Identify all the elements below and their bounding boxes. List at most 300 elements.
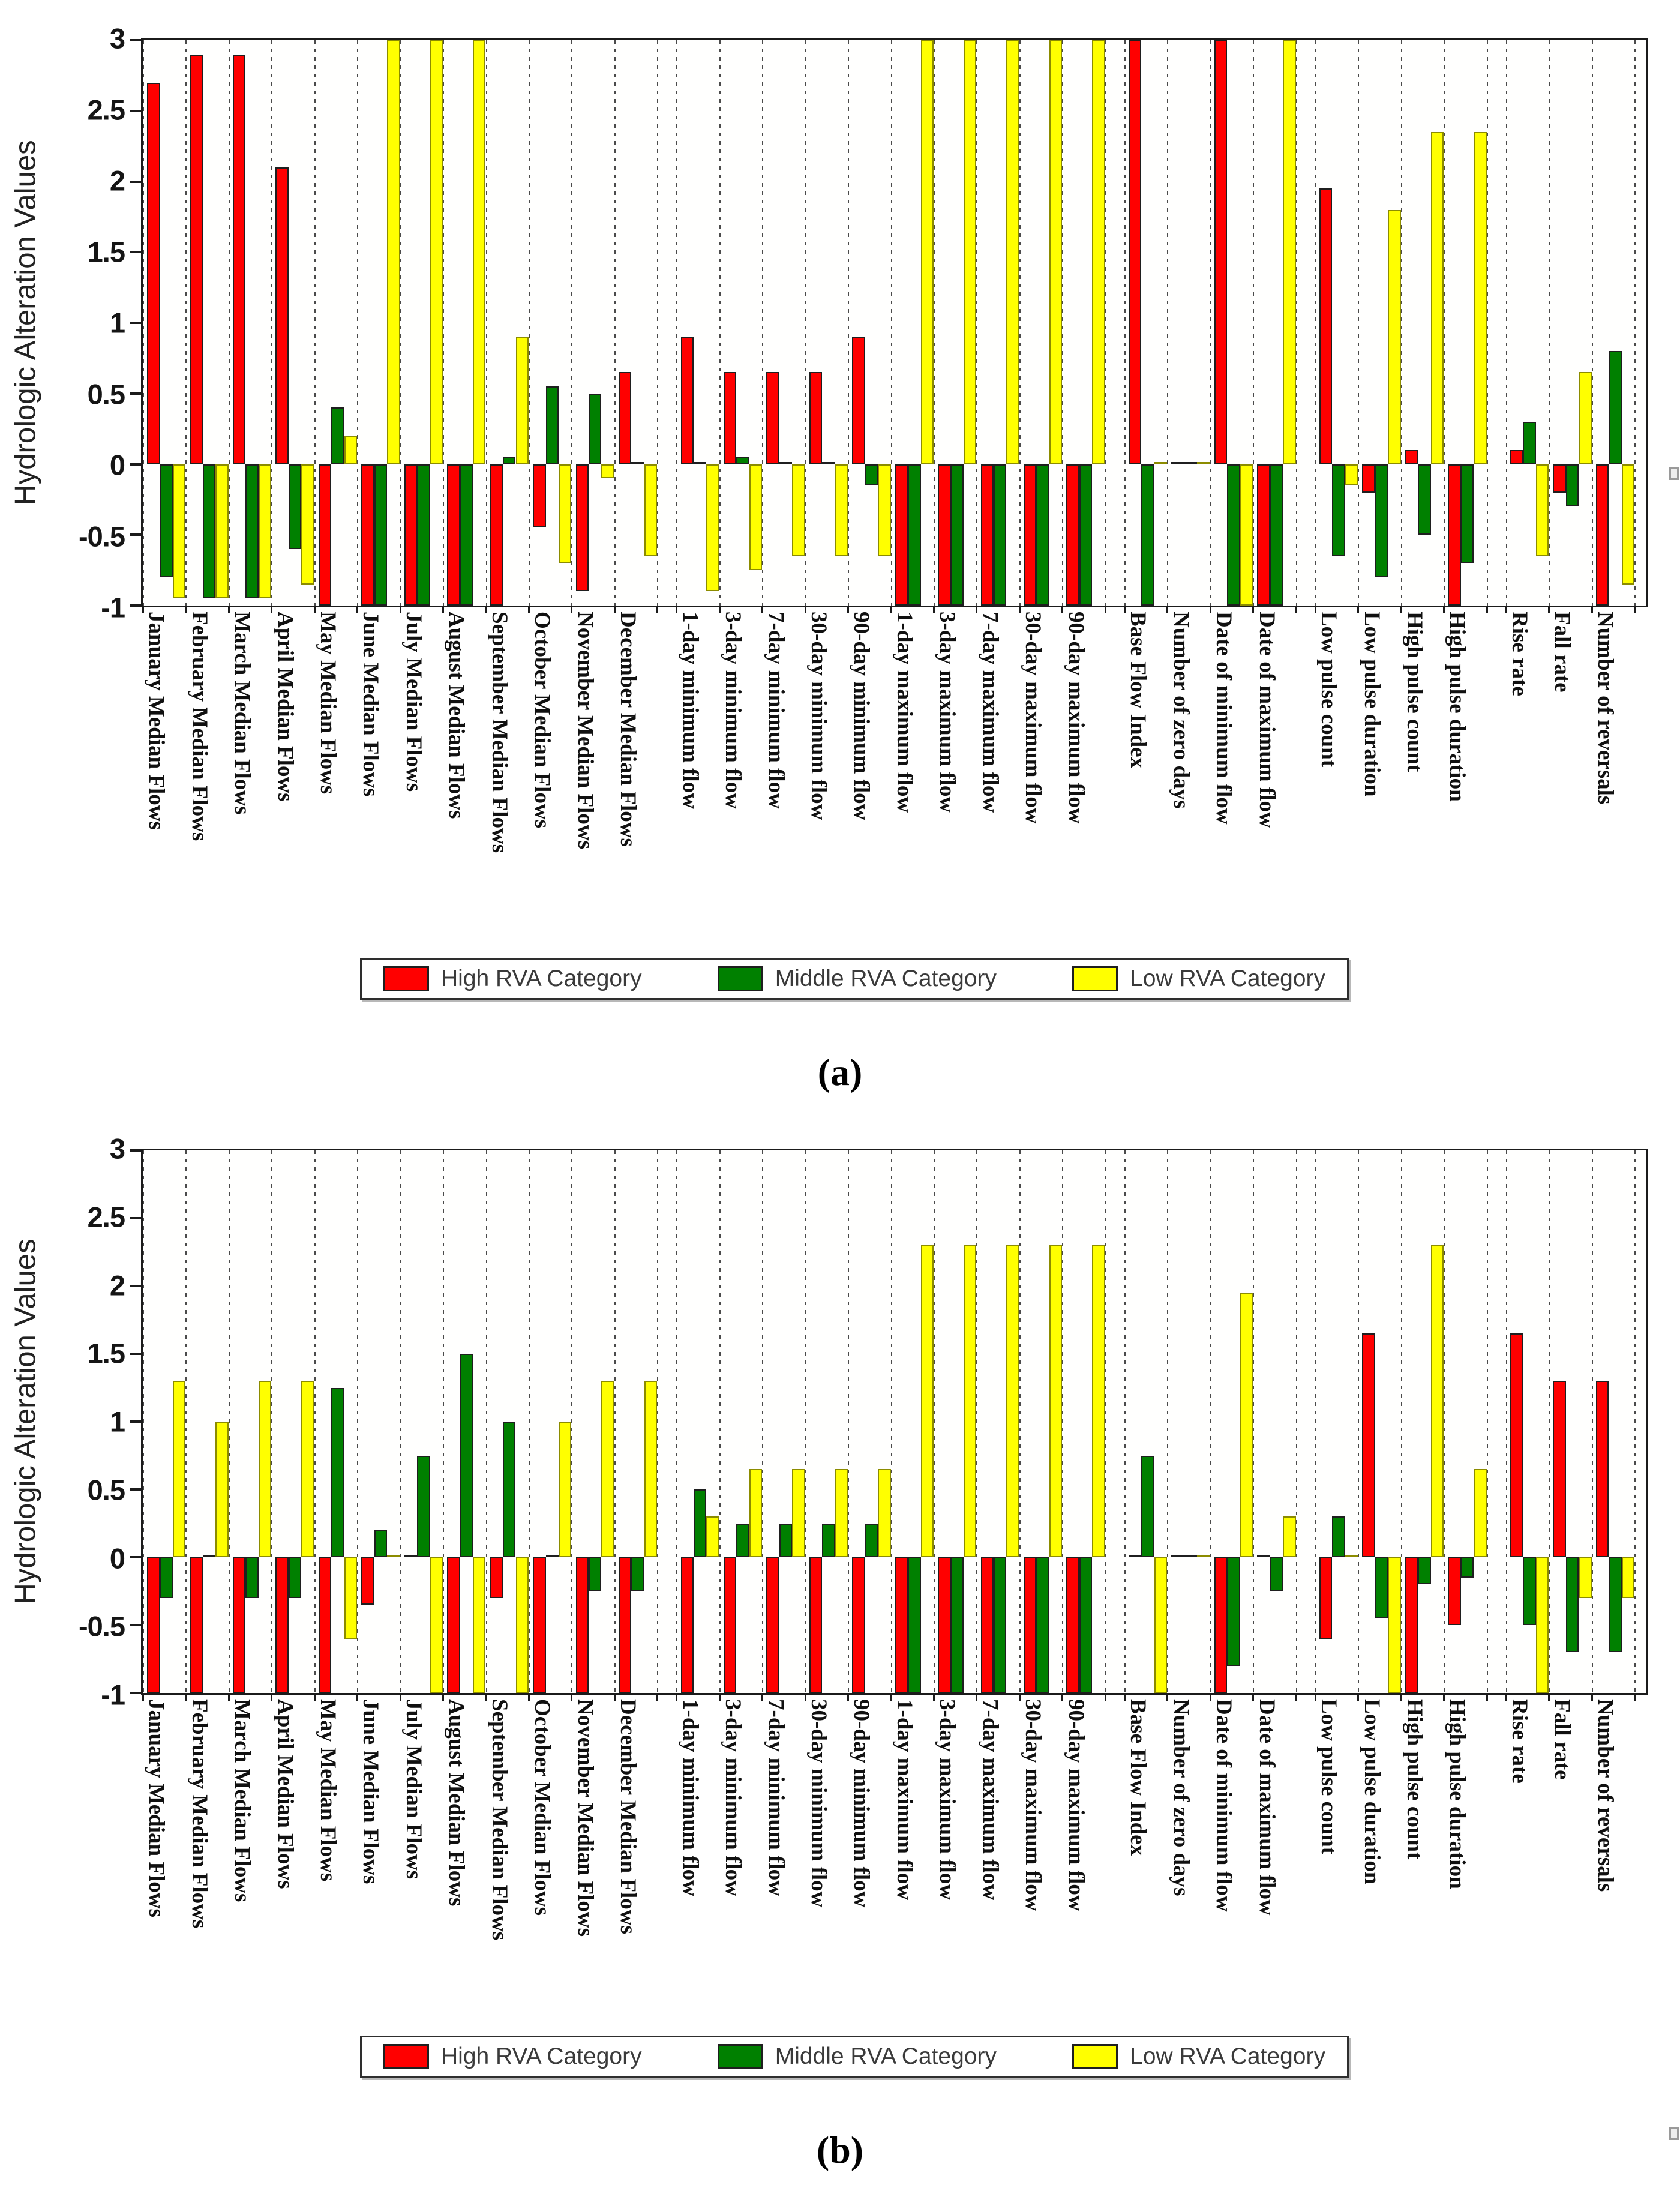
category-group (1592, 40, 1634, 805)
legend-label-low: Low RVA Category (1130, 2043, 1325, 2069)
bar-middle (203, 1555, 215, 1557)
x-category-label: High pulse duration (1445, 1699, 1470, 1889)
category-group (443, 1150, 485, 1907)
x-category-label: 1-day maximum flow (892, 612, 917, 813)
y-tick-mark (130, 1692, 143, 1694)
bar-middle (1332, 464, 1345, 556)
bar-high (809, 372, 822, 464)
x-category-label: January Median Flows (144, 612, 169, 830)
category-group (229, 1150, 271, 1902)
bar-high (1405, 1557, 1418, 1693)
x-category-label: 30-day maximum flow (1021, 612, 1046, 824)
category-group (614, 40, 657, 847)
category-group (1315, 40, 1358, 768)
bar-middle (994, 1557, 1006, 1693)
y-tick-mark (130, 39, 143, 41)
category-group (762, 40, 805, 809)
bar-low (430, 1557, 443, 1693)
bar-high (1319, 188, 1332, 464)
category-group (719, 1150, 762, 1896)
category-group (1506, 40, 1549, 696)
bar-middle (160, 1557, 173, 1598)
bar-low (749, 464, 762, 571)
x-category-label: 1-day maximum flow (892, 1699, 917, 1901)
bar-middle (1418, 464, 1430, 535)
bar-low (1431, 132, 1444, 464)
category-group (1167, 40, 1210, 809)
bar-middle (589, 1557, 601, 1591)
x-category-label: Number of reversals (1592, 612, 1618, 805)
y-tick-mark (130, 1488, 143, 1491)
legend-label-middle: Middle RVA Category (775, 2043, 997, 2069)
bar-low (215, 1422, 228, 1557)
bar-low (792, 464, 805, 556)
x-category-label: October Median Flows (530, 612, 555, 829)
bar-high (319, 464, 331, 606)
bar-middle (417, 1456, 430, 1558)
panel-a-caption: (a) (817, 1051, 863, 1093)
bar-high (895, 464, 908, 606)
category-group (185, 1150, 228, 1929)
bar-high (1171, 1555, 1184, 1557)
bar-low (1388, 210, 1400, 464)
bar-middle (160, 464, 173, 577)
category-group (529, 40, 571, 829)
category-group (1253, 1150, 1295, 1916)
bar-high (275, 167, 288, 464)
panel-b-caption: (b) (816, 2129, 864, 2171)
bar-high (1510, 1333, 1523, 1557)
category-group (614, 1150, 657, 1934)
bar-high (938, 464, 950, 606)
bar-low (1622, 1557, 1634, 1598)
category-group (1019, 40, 1062, 824)
x-category-label: High pulse duration (1445, 612, 1470, 802)
block-gap (1296, 1150, 1315, 1693)
bar-middle (1609, 351, 1621, 464)
bar-high (233, 55, 245, 464)
page-artifact (1669, 2127, 1679, 2140)
bar-high (533, 1557, 545, 1693)
x-category-label: 30-day minimum flow (806, 612, 831, 820)
category-group (143, 1150, 185, 1917)
bar-low (473, 40, 485, 464)
y-tick-mark (130, 181, 143, 183)
bar-middle (1079, 464, 1092, 606)
bar-low (1579, 372, 1591, 464)
bar-high (447, 464, 460, 606)
bar-middle (589, 394, 601, 464)
category-group (805, 40, 848, 820)
x-category-label: Date of maximum flow (1254, 612, 1279, 828)
bar-high (981, 1557, 994, 1693)
bar-high (1024, 464, 1036, 606)
x-category-label: March Median Flows (230, 1699, 255, 1902)
bar-low (1283, 40, 1295, 464)
bar-low (1197, 462, 1210, 464)
y-tick-label: 0 (109, 449, 125, 481)
bar-low (387, 1555, 400, 1557)
y-tick-mark (130, 1420, 143, 1423)
page-artifact (1669, 467, 1679, 480)
category-group (1124, 1150, 1167, 1856)
legend-label-middle: Middle RVA Category (775, 966, 997, 991)
x-category-label: July Median Flows (401, 612, 426, 792)
bar-middle (374, 464, 387, 606)
bar-middle (331, 407, 344, 464)
x-category-label: June Median Flows (358, 1699, 383, 1884)
category-group (934, 1150, 976, 1901)
block-gap (1296, 40, 1315, 606)
bar-high (619, 1557, 631, 1693)
bar-high (681, 337, 694, 464)
bar-low (1536, 1557, 1549, 1693)
category-group (1062, 40, 1105, 824)
y-tick-label: 1 (109, 1405, 125, 1438)
category-group (143, 40, 185, 830)
bar-high (852, 337, 865, 464)
bar-low (1092, 40, 1105, 464)
bar-low (215, 464, 228, 599)
block-gap (1105, 1150, 1124, 1693)
legend-label-high: High RVA Category (441, 2043, 642, 2069)
bar-high (1066, 1557, 1079, 1693)
bar-middle (951, 464, 964, 606)
legend-item-middle (718, 966, 997, 992)
bar-high (404, 464, 417, 606)
y-tick-label: 0.5 (87, 378, 125, 410)
category-group (1549, 40, 1591, 693)
bar-high (852, 1557, 865, 1693)
bar-middle (460, 1354, 473, 1557)
bar-low (792, 1469, 805, 1557)
category-group (571, 40, 614, 849)
y-tick-mark (130, 1556, 143, 1558)
category-group (1444, 40, 1486, 802)
legend-label-high: High RVA Category (441, 966, 642, 991)
bar-middle (374, 1530, 387, 1557)
bar-high (1596, 1381, 1609, 1557)
x-category-label: April Median Flows (272, 1699, 298, 1889)
bar-middle (503, 1422, 515, 1557)
bar-middle (951, 1557, 964, 1693)
y-tick-label: -1 (101, 1679, 125, 1711)
x-category-label: Low pulse duration (1359, 612, 1384, 797)
bar-high (147, 1557, 160, 1693)
bar-high (1171, 462, 1184, 464)
bar-low (559, 1422, 571, 1557)
x-category-label: December Median Flows (616, 612, 641, 847)
bar-middle (546, 1555, 559, 1557)
bar-middle (865, 464, 878, 485)
bar-low (173, 464, 185, 599)
category-group (976, 40, 1019, 813)
bar-low (473, 1557, 485, 1693)
bar-high (1553, 1381, 1565, 1557)
y-tick-mark (130, 463, 143, 466)
chart-plot-area-b (141, 1149, 1648, 1941)
category-group (1592, 1150, 1634, 1892)
bar-middle (245, 464, 258, 599)
bar-high (361, 1557, 374, 1605)
bar-low (1006, 40, 1019, 464)
bar-low (706, 464, 719, 592)
category-group (314, 40, 357, 795)
bar-middle (1375, 464, 1388, 577)
x-category-label: 3-day minimum flow (721, 612, 746, 809)
category-group (934, 40, 976, 813)
x-category-label: Fall rate (1550, 1699, 1575, 1780)
bar-low (516, 1557, 529, 1693)
bar-high (981, 464, 994, 606)
category-group (486, 40, 529, 853)
bar-middle (822, 1524, 835, 1558)
bar-middle (1523, 1557, 1535, 1625)
bar-middle (1609, 1557, 1621, 1652)
bar-high (447, 1557, 460, 1693)
bar-high (724, 1557, 736, 1693)
bar-high (190, 1557, 203, 1693)
bar-middle (203, 464, 215, 599)
bar-high (404, 1555, 417, 1557)
bar-high (681, 1557, 694, 1693)
bar-low (921, 1245, 934, 1557)
bar-low (344, 436, 357, 464)
bar-low (878, 1469, 890, 1557)
bar-high (1257, 464, 1270, 606)
y-tick-label: -0.5 (79, 520, 125, 552)
bar-middle (1523, 422, 1535, 464)
category-group (185, 40, 228, 841)
x-category-label: July Median Flows (401, 1699, 426, 1880)
x-category-label: August Median Flows (444, 612, 469, 819)
category-group (1401, 1150, 1444, 1860)
chart-plot-area-a (141, 38, 1648, 853)
bar-middle (1036, 1557, 1049, 1693)
x-category-label: March Median Flows (230, 612, 255, 815)
category-group (1167, 1150, 1210, 1896)
category-group (1549, 1150, 1591, 1780)
bar-high (576, 464, 589, 592)
x-category-label: Base Flow Index (1126, 1699, 1151, 1856)
x-category-label: August Median Flows (444, 1699, 469, 1907)
bar-high (619, 372, 631, 464)
x-category-label: 90-day maximum flow (1063, 1699, 1088, 1911)
bar-middle (1141, 1456, 1154, 1558)
bar-middle (994, 464, 1006, 606)
x-category-label: June Median Flows (358, 612, 383, 797)
bar-low (259, 1381, 271, 1557)
bar-low (344, 1557, 357, 1639)
category-group (486, 1150, 529, 1941)
x-category-label: Low pulse count (1316, 1699, 1342, 1855)
x-category-label: February Median Flows (187, 1699, 212, 1929)
bar-low (1345, 1555, 1358, 1557)
block-gap (657, 1150, 676, 1693)
category-group (1358, 1150, 1400, 1884)
bar-high (1257, 1555, 1270, 1557)
x-category-label: 90-day maximum flow (1063, 612, 1088, 824)
bar-low (749, 1469, 762, 1557)
y-tick-label: 1 (109, 307, 125, 339)
bar-high (1362, 1333, 1375, 1557)
legend-a (360, 958, 1349, 1000)
bar-low (964, 1245, 976, 1557)
y-tick-label: -1 (101, 591, 125, 624)
bar-high (766, 1557, 779, 1693)
bar-low (1474, 132, 1486, 464)
bar-middle (1566, 464, 1579, 507)
x-category-label: Low pulse count (1316, 612, 1342, 768)
bar-high (1448, 1557, 1460, 1625)
category-group (848, 40, 890, 820)
bar-high (724, 372, 736, 464)
bar-middle (460, 464, 473, 606)
category-group (400, 1150, 443, 1880)
bar-low (878, 464, 890, 556)
bar-high (1214, 40, 1227, 464)
x-category-label: Date of minimum flow (1211, 1699, 1237, 1912)
bar-low (706, 1516, 719, 1557)
bar-middle (1270, 464, 1283, 606)
category-group (719, 40, 762, 809)
legend-b (360, 2036, 1349, 2078)
block-gap (1487, 1150, 1506, 1693)
high-rva-swatch-icon (383, 2044, 429, 2069)
bar-middle (1184, 462, 1197, 464)
x-category-label: Rise rate (1507, 612, 1532, 696)
category-group (529, 1150, 571, 1916)
x-category-label: 1-day minimum flow (677, 1699, 703, 1896)
category-group (357, 1150, 400, 1884)
bar-middle (736, 1524, 749, 1558)
bar-middle (1418, 1557, 1430, 1584)
bar-high (319, 1557, 331, 1693)
bar-middle (1227, 1557, 1240, 1666)
bar-middle (865, 1524, 878, 1558)
y-axis-b (23, 1132, 131, 1711)
bar-middle (1079, 1557, 1092, 1693)
bar-low (1154, 1557, 1167, 1693)
y-tick-mark (130, 604, 143, 607)
y-tick-mark (130, 110, 143, 112)
category-group (1019, 1150, 1062, 1911)
x-category-label: September Median Flows (487, 612, 512, 853)
y-tick-label: 3 (109, 22, 125, 55)
x-category-label: May Median Flows (316, 1699, 341, 1882)
category-group (805, 1150, 848, 1908)
bar-low (1006, 1245, 1019, 1557)
x-category-label: November Median Flows (572, 612, 598, 849)
y-tick-mark (130, 1624, 143, 1626)
bar-high (576, 1557, 589, 1693)
x-category-label: October Median Flows (530, 1699, 555, 1916)
x-category-label: 30-day minimum flow (806, 1699, 831, 1908)
bar-low (644, 1381, 657, 1557)
category-group (1253, 40, 1295, 828)
bar-low (173, 1381, 185, 1557)
bar-high (1510, 450, 1523, 464)
y-tick-mark (130, 392, 143, 395)
bar-high (275, 1557, 288, 1693)
block-gap (1487, 40, 1506, 606)
bar-middle (503, 457, 515, 464)
bar-low (1154, 462, 1167, 464)
category-group (571, 1150, 614, 1937)
bar-middle (331, 1388, 344, 1558)
x-category-label: 3-day minimum flow (721, 1699, 746, 1896)
legend-item-low (1072, 966, 1325, 992)
x-category-label: Base Flow Index (1126, 612, 1151, 769)
middle-rva-swatch-icon (718, 2044, 763, 2069)
bar-low (430, 40, 443, 464)
bar-low (1474, 1469, 1486, 1557)
bar-low (1049, 1245, 1062, 1557)
bar-middle (908, 1557, 920, 1693)
bar-low (516, 337, 529, 464)
bar-low (1197, 1555, 1210, 1557)
y-tick-mark (130, 251, 143, 253)
bar-middle (908, 464, 920, 606)
bar-middle (1461, 1557, 1474, 1578)
bar-high (361, 464, 374, 606)
category-group (314, 1150, 357, 1882)
category-group (762, 1150, 805, 1896)
x-category-label: Low pulse duration (1359, 1699, 1384, 1884)
bar-middle (1270, 1557, 1283, 1591)
bar-low (1092, 1245, 1105, 1557)
plot-tail (1634, 40, 1646, 606)
category-group (1358, 40, 1400, 797)
bar-low (835, 1469, 848, 1557)
category-group (1062, 1150, 1105, 1911)
bar-high (1024, 1557, 1036, 1693)
bar-middle (779, 1524, 792, 1558)
category-group (676, 1150, 719, 1896)
category-group (1315, 1150, 1358, 1855)
category-group (891, 40, 934, 813)
x-category-label: 90-day minimum flow (849, 1699, 874, 1908)
x-category-label: February Median Flows (187, 612, 212, 841)
bar-middle (289, 464, 301, 549)
bar-low (601, 464, 614, 479)
y-tick-mark (130, 1285, 143, 1287)
bar-low (601, 1381, 614, 1557)
x-category-label: Number of zero days (1168, 1699, 1193, 1896)
category-group (891, 1150, 934, 1901)
bar-high (938, 1557, 950, 1693)
y-tick-label: 0.5 (87, 1474, 125, 1506)
bar-high (1129, 40, 1141, 464)
bar-middle (1566, 1557, 1579, 1652)
bar-low (1049, 40, 1062, 464)
block-gap (657, 40, 676, 606)
high-rva-swatch-icon (383, 966, 429, 991)
y-tick-label: 1.5 (87, 1337, 125, 1369)
bar-middle (1332, 1516, 1345, 1557)
bar-low (1388, 1557, 1400, 1693)
y-tick-label: 3 (109, 1132, 125, 1165)
category-group (676, 40, 719, 809)
bar-middle (736, 457, 749, 464)
x-category-label: November Median Flows (572, 1699, 598, 1937)
bar-middle (694, 462, 706, 464)
category-group (357, 40, 400, 797)
category-group (271, 40, 314, 802)
bar-low (1536, 464, 1549, 556)
bar-low (1579, 1557, 1591, 1598)
x-category-label: 1-day minimum flow (677, 612, 703, 809)
